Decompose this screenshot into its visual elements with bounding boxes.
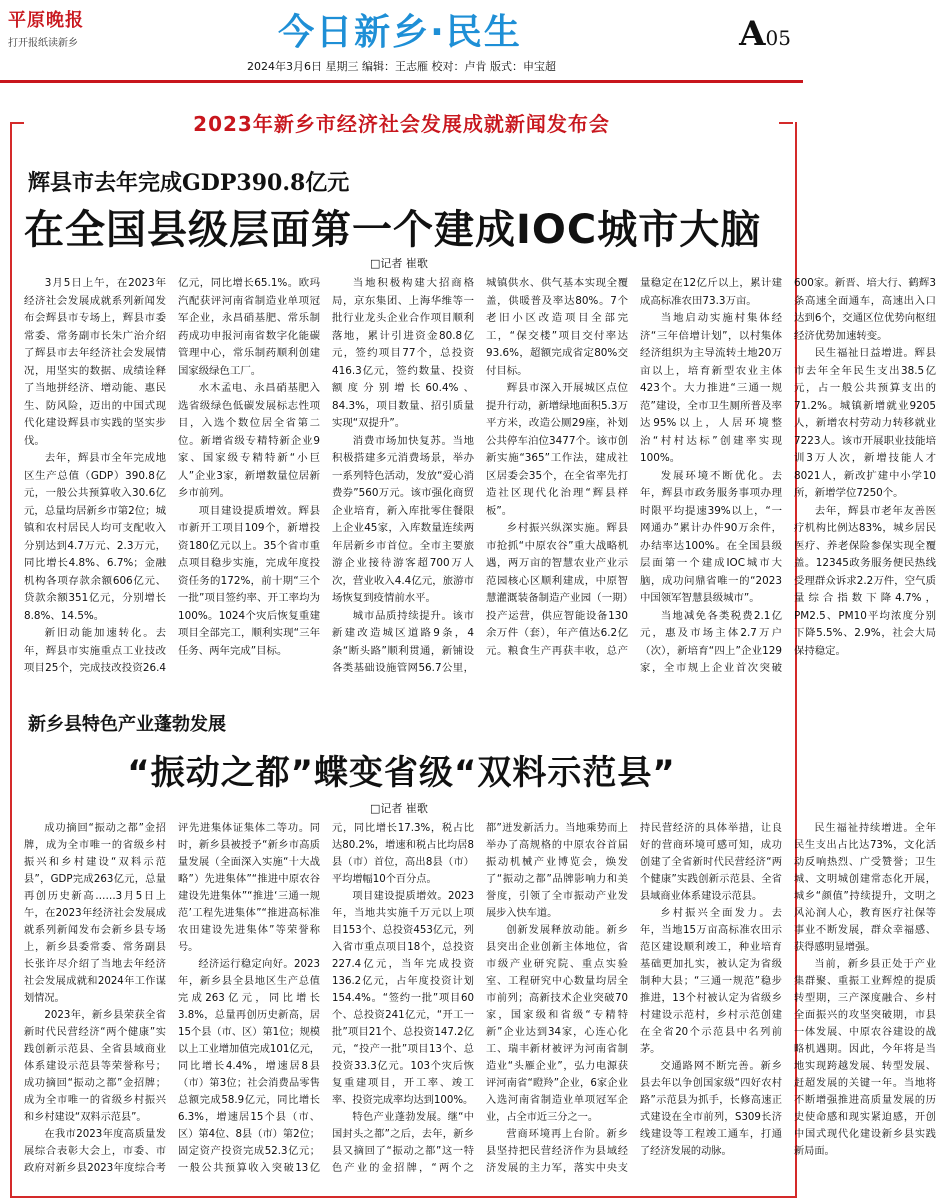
article1-body [24, 275, 936, 680]
logo-slogan: 打开报纸读新乡 [8, 38, 78, 49]
dateline: 2024年3月6日 星期三 编辑：王志雁 校对：卢肯 版式：申宝超 [247, 60, 556, 73]
frame-corner-left [10, 122, 24, 124]
article2-paragraph: 交通路网不断完善。新乡县去年以争创国家级“四好农村路”示范县为抓手，长修高速正式建设在全市前列，S309长济线建设等工程竣工通车，打通了经济发展的动脉。 [640, 1061, 782, 1157]
article2-body [24, 820, 936, 1192]
page-number [739, 14, 791, 54]
article2-byline: □记者 崔歌 [370, 802, 428, 815]
article1-paragraph: 当地积极构建大招商格局，京东集团、上海华维等一批行业龙头企业合作项目顺利落地，累计引进资金80.8亿元，签约项目77个，总投资416.3亿元，签约数量、投资额度分别增长60.4%、84.3%，项目数量、招引质量实现“双提升”。 [332, 277, 474, 429]
logo-title: 平原晚报 [8, 10, 84, 31]
section-banner [135, 4, 665, 54]
masthead [0, 0, 803, 86]
article2-paragraph: 2023年，新乡县荣获全省新时代民营经济“两个健康”实践创新示范县、全省县域商业体系建设示范县等荣誉称号；成功摘回“振动之都”金招牌；成为全市唯一的省级乡村振兴和乡村建设“双料示范县”。 [24, 1010, 166, 1123]
frame-corner-right [779, 122, 793, 124]
article2-subtitle: 新乡县特色产业蓬勃发展 [28, 714, 226, 735]
article1-subtitle: 辉县市去年完成GDP390.8亿元 [28, 170, 350, 196]
page-letter: A [739, 14, 766, 54]
article1-paragraph: 去年，辉县市全年完成地区生产总值（GDP）390.8亿元，一般公共预算收入30.6亿元，总量均居新乡市第2位；城镇和农村居民人均可支配收入分别达到4.7万元、2.3万元，同比增长4.8%、6.7%；金融机构各项存款余额606亿元、贷款余额351亿元，分别增长8.8%、14.5%。 [24, 452, 166, 622]
article2-paragraph: 当前，新乡县正处于产业集群聚、重振工业辉煌的提质转型期，三产深度融合、乡村全面振兴的攻坚突破期，市县一体发展、中原农谷建设的战略机遇期。因此，今年将是当地实现跨越发展、转型发展、赶超发展的关键一年。当地将不断增强推进高质量发展的历史使命感和现实紧迫感，开创中国式现代化建设新乡县实践新局面。 [794, 959, 936, 1157]
article1-byline: □记者 崔歌 [370, 257, 428, 270]
article1-paragraph: 辉县市深入开展城区点位提升行动，新增绿地面积5.3万平方米，改造公厕29座，补划公共停车泊位3477个。该市创新实施“365”工作法，建成社区居委会35个，在全省率先打造社区现代化治理“辉县样板”。 [486, 382, 628, 517]
article1-paragraph: 水木孟电、永昌硝基肥入选省级绿色低碳发展标志性项目，入选个数位居全省第二位。新增省级专精特新企业9家、国家级专精特新“小巨人”企业3家，新增数量位居新乡市前列。 [178, 382, 320, 499]
article1-paragraph: 去年，辉县市老年友善医疗机构比例达83%，城乡居民医疗、养老保险参保实现全覆盖。12345政务服务便民热线受理群众诉求2.2万件，空气质量综合指数下降4.7%，PM2.5、PM10平均浓度分别下降5.5%、2.9%，社会大局保持稳定。 [794, 504, 936, 657]
article2-paragraph: 民生福祉持续增进。全年民生支出占比达73%，文化活动反响热烈、广受赞誉；卫生城、文明城创建常态化开展，城乡“颜值”持续提升，文明之风沁润人心，教育医疗社保等事业不断发展，群众幸福感、获得感明显增强。 [794, 823, 936, 953]
article2-paragraph: 在我市2023年度高质量发展综合表彰大会上，市委、市政府对新乡县2023年度综合考评先进集体证集体二等功。同时，新乡县被授予“新乡市高质量发展（全面深入实施“十大战略”）先进集体”“推进中原农谷建设先进集体”“推进‘三通一规范’工程先进集体”“推进高标准农田建设先进集体”等荣誉称号。 [24, 823, 320, 1174]
article1-paragraph: 项目建设提质增效。辉县市新开工项目109个，新增投资180亿元以上。35个省市重点项目稳步实施，完成年度投资任务的172%，前十期“三个一批”项目签约率、开工率均为100%。1024个灾后恢复重建项目全部完工，顺利实现“三年任务、两年完成”目标。 [178, 504, 320, 657]
article1-headline: 在全国县级层面第一个建成IOC城市大脑 [24, 207, 762, 253]
article2-paragraph: 特色产业蓬勃发展。继“中国封头之都”之后，去年，新乡县又摘回了“振动之都”这一特色产业的金招牌，“两个之都”迸发新活力。当地乘势而上举办了高规格的中原农谷首届振动机械产业博览会，焕发了“振动之都”品牌影响力和美誉度，引领了全市振动产业发展步入快车道。 [332, 823, 628, 1174]
article2-paragraph: 乡村振兴全面发力。去年，当地15万亩高标准农田示范区建设顺利竣工，种业培育基础更加扎实，被认定为省级制种大县；“三通一规范”稳步推进，13个村被认定为省级乡村建设示范村，乡村示范创建在全省20个示范县中名列前茅。 [640, 908, 782, 1055]
masthead-rule [0, 80, 803, 83]
article2-paragraph: 创新发展释放动能。新乡县突出企业创新主体地位，省市级产业研究院、重点实验室、工程研究中心数量均居全市前列；高新技术企业突破70家，国家级和省级“专精特新”企业达到34家，心连心化工、瑞丰新材被评为河南省制造业“头雁企业”，弘力电源获评河南省“瞪羚”企业，6家企业入选河南省制造业单项冠军企业，占全市近三分之一。 [486, 925, 628, 1123]
article1-paragraph: 消费市场加快复苏。当地积极搭建多元消费场景，举办一系列特色活动，发放“爱心消费券”560万元。该市强化商贸企业培育，新入库批零住餐限上企业45家，入库数量连续两年居新乡市首位。全市主要旅游企业接待游客超700万人次，营业收入4.4亿元，旅游市场恢复到疫情前水平。 [332, 434, 474, 604]
article1-paragraph: 当地减免各类税费2.1亿元，惠及市场主体2.7万户（次），新培育“四上”企业129家，全市规上企业首次突破600家。新晋、培大行、鹤辉3条高速全面通车，高速出入口达到6个，交通区位优势向枢纽经济优势加速转变。 [640, 277, 936, 674]
article2-paragraph: 成功摘回“振动之都”金招牌，成为全市唯一的省级乡村振兴和乡村建设“双料示范县”，GDP完成263亿元，总量再创历史新高……3月5日上午，在2023年经济社会发展成就系列新闻发布会新乡县专场上，新乡县委常委、常务副县长张许尽介绍了当地去年经济社会发展成就和2024年工作谋划情况。 [24, 823, 166, 1004]
article2-paragraph: 项目建设提质增效。2023年，当地共实施千万元以上项目153个、总投资453亿元，列入省市重点项目18个，总投资227.4亿元，当年完成投资136.2亿元，占年度投资计划154.4%。“签约一批”项目60个、总投资241亿元，“开工一批”项目21个、总投资147.2亿元，“投产一批”项目13个、总投资33.3亿元。103个灾后恢复重建项目，开工率、竣工率、投资完成率均达到100%。 [332, 891, 474, 1106]
article2-paragraph: 营商环境再上台阶。新乡县坚持把民营经济作为县域经济发展的主力军，落实中央支持民营经济的具体举措，让良好的营商环境可感可知，成功创建了全省新时代民营经济“两个健康”实践创新示范县、全省县域商业体系建设示范县。 [486, 823, 782, 1174]
page-digits: 05 [765, 26, 791, 50]
article1-paragraph: 新旧动能加速转化。去年，辉县市实施重点工业技改项目25个，完成技改投资26.4亿元，同比增长65.1%。欧玛汽配获评河南省制造业单项冠军企业，永昌硝基肥、常乐制药成功申报河南省数字化能碳管理中心，常乐制药顺利创建国家级绿色工厂。 [24, 277, 320, 674]
article1-paragraph: 发展环境不断优化。去年，辉县市政务服务事项办理时限平均提速39%以上，“一网通办”累计办件90万余件，办结率达100%。在全国县级层面第一个建成IOC城市大脑，成功问鼎省唯一的“2023中国领军智慧县级城市”。 [640, 469, 782, 604]
article1-paragraph: 乡村振兴纵深实施。辉县市抢抓“中原农谷”重大战略机遇，两万亩的智慧农业产业示范园核心区顺利建成，中原智慧灌溉装备制造产业园（一期）投产运营，供应智能设备130余万件（套），年产值达6.2亿元。粮食生产再获丰收，总产量稳定在12亿斤以上，累计建成高标准农田73.3万亩。 [486, 277, 782, 657]
newspaper-logo [8, 6, 118, 49]
section-title: 今日新乡·民生 [278, 12, 522, 53]
article1-paragraph: 3月5日上午，在2023年经济社会发展成就系列新闻发布会辉县市专场上，辉县市委常委、常务副市长朱广治介绍了辉县市去年经济社会发展情况，用坚实的数据、成绩诠释了当地拼经济、增动能、惠民生、防风险，迈出的中国式现代化建设辉县市实践的坚实步伐。 [24, 277, 166, 447]
article1-paragraph: 城市品质持续提升。该市新建改造城区道路9条，4条“断头路”顺利贯通，新铺设各类基础设施管网56.7公里，城镇供水、供气基本实现全覆盖，供暖普及率达80%。7个老旧小区改造项目全部完工，“保交楼”项目交付率达93.6%，超额完成省定80%交付目标。 [332, 277, 628, 674]
article1-paragraph: 民生福祉日益增进。辉县市去年全年民生支出38.5亿元，占一般公共预算支出的71.2%。城镇新增就业9205人，新增农村劳动力转移就业7223人。该市开展职业技能培训3万人次，新增技能人才8021人，新改扩建中小学10所，新增学位7250个。 [794, 347, 936, 499]
article1-paragraph: 当地启动实施村集体经济“三年倍增计划”，以村集体经济组织为主导流转土地20万亩以上，培育新型农业主体423个。大力推进“三通一规范”建设，全市卫生厕所普及率达95%以上，人居环境整治“村村达标”创建率实现100%。 [640, 312, 782, 464]
conference-title: 2023年新乡市经济社会发展成就新闻发布会 [193, 112, 610, 136]
article2-headline: “振动之都”蝶变省级“双料示范县” [127, 753, 676, 793]
article2-paragraph: 经济运行稳定向好。2023年，新乡县全县地区生产总值完成263亿元，同比增长3.8%，总量再创历史新高，居15个县（市、区）第1位；规模以上工业增加值完成101亿元，同比增长4.4%，增速居8县（市）第3位；社会消费品零售总额完成58.9亿元，同比增长6.3%，增速居15个县（市、区）第4位、8县（市）第2位；固定资产投资完成52.3亿元；一般公共预算收入突破13亿元，同比增长17.3%，税占比达80.2%，增速和税占比均居8县（市）首位，高出8县（市）平均增幅10个百分点。 [178, 823, 474, 1174]
